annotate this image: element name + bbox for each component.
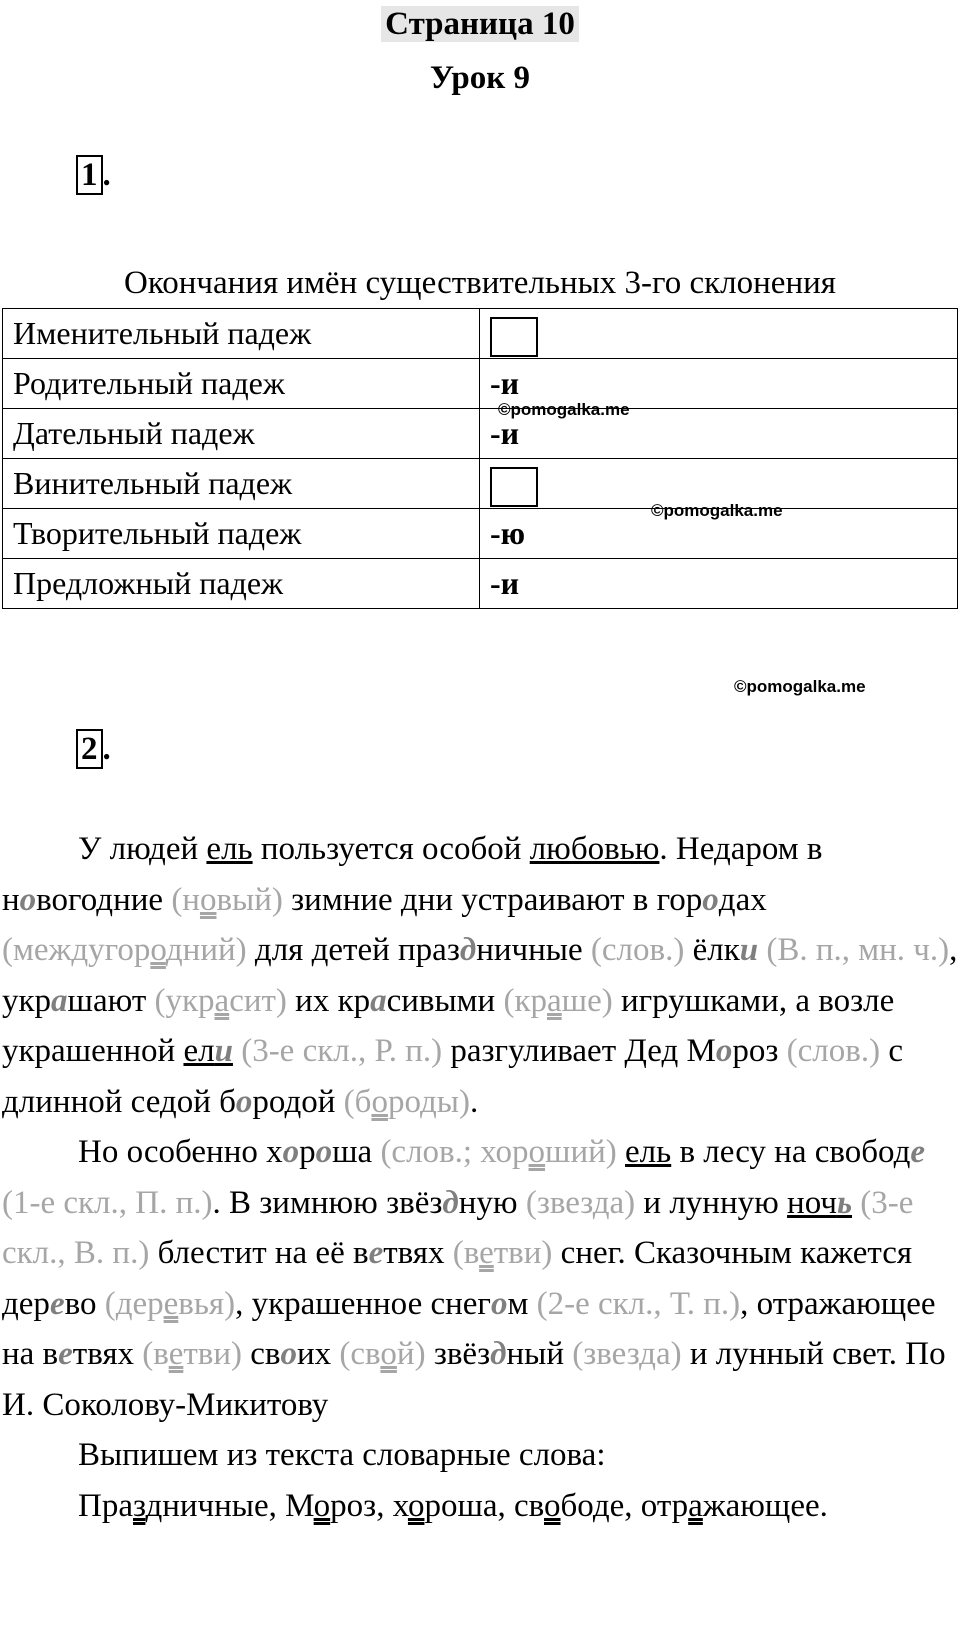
highlighted-letter: д xyxy=(459,932,477,968)
highlighted-letter: е xyxy=(910,1134,926,1170)
highlighted-letter: о xyxy=(702,881,719,918)
highlighted-letter: е xyxy=(58,1336,73,1372)
underlined-word: любовью xyxy=(529,831,660,867)
hint: (слов.) xyxy=(786,1033,881,1069)
hint: (бороды) xyxy=(343,1083,470,1120)
highlighted-letter: и xyxy=(739,932,759,968)
task-1-number: 1 . xyxy=(76,155,111,195)
empty-answer-box xyxy=(490,467,538,507)
hint: (В. п., мн. ч.) xyxy=(758,932,950,968)
highlighted-letter: а xyxy=(370,982,387,1019)
highlighted-letter: о xyxy=(235,1083,253,1120)
hint: (междугородний) xyxy=(2,932,247,968)
case-name: Именительный падеж xyxy=(3,309,480,359)
subject-word: ель xyxy=(625,1134,672,1170)
lesson-title: Урок 9 xyxy=(429,60,531,96)
highlighted-letter: о xyxy=(280,1336,297,1372)
table-row xyxy=(3,509,958,559)
hint: (деревья) xyxy=(104,1285,236,1322)
hint: (новый) xyxy=(171,881,283,918)
hint: (ветви) xyxy=(452,1235,553,1271)
watermark: ©pomogalka.me xyxy=(651,501,783,520)
paragraph-3: Выпишем из текста словарные слова: xyxy=(78,1437,606,1473)
hint: (свой) xyxy=(339,1336,426,1372)
case-ending xyxy=(480,309,958,359)
hint: (звезда) xyxy=(572,1336,682,1372)
table-row xyxy=(3,559,958,609)
table-row xyxy=(3,309,958,359)
table-row xyxy=(3,359,958,409)
case-name: Родительный падеж xyxy=(3,359,480,409)
task-2-number: 2 . xyxy=(76,729,111,769)
case-name: Винительный падеж xyxy=(3,459,480,509)
highlighted-letter: е xyxy=(368,1235,384,1271)
hint: (1-е скл., П. п.) xyxy=(2,1184,213,1221)
case-ending: -и xyxy=(480,409,958,459)
endings-table xyxy=(2,308,958,609)
underlined-word: ночь xyxy=(787,1184,853,1221)
case-name: Предложный падеж xyxy=(3,559,480,609)
underlined-word: ели xyxy=(183,1033,233,1069)
hint: (звезда) xyxy=(525,1184,636,1221)
case-ending: -ю xyxy=(480,509,958,559)
case-name: Творительный падеж xyxy=(3,509,480,559)
table-row xyxy=(3,409,958,459)
dictionary-words: Праздничные, Мороз, хороша, свободе, отражающее. xyxy=(78,1487,828,1524)
hint: (2-е скл., Т. п.) xyxy=(536,1285,741,1322)
highlighted-letter: а xyxy=(51,982,68,1019)
highlighted-letter: о xyxy=(282,1134,300,1170)
hint: (3-е скл., Р. п.) xyxy=(232,1033,443,1069)
highlighted-letter: о xyxy=(315,1134,333,1170)
paragraph-1: У людей ель пользуется особой любовью. Недаром в новогодние (новый) зимние дни устраивают в городах (междугородний) для детей праздничные (слов.) ёлки (В. п., мн. ч.), украшают (украсит) их красивыми (краше) игрушками, а возле украшенной ели (3-е скл., Р. п.) разгуливает Дед Мороз (слов.) с длинной седой бородой (бороды). xyxy=(2,831,958,1120)
watermark: ©pomogalka.me xyxy=(734,677,866,696)
hint: (слов.; хороший) xyxy=(380,1134,617,1170)
task-2-text xyxy=(2,824,958,1531)
watermark: ©pomogalka.me xyxy=(498,400,630,419)
empty-answer-box xyxy=(490,317,538,357)
table-caption: Окончания имён существительных 3-го склонения xyxy=(124,265,836,301)
subject-word: ель xyxy=(206,831,253,867)
hint: (3-е скл., В. п.) xyxy=(2,1184,914,1271)
highlighted-letter: д xyxy=(442,1184,459,1221)
highlighted-letter: о xyxy=(19,881,37,918)
table-row xyxy=(3,459,958,509)
paragraph-2: Но особенно хороша (слов.; хороший) ель в лесу на свободе (1-е скл., П. п.). В зимнюю звёздную (звезда) и лунную ночь (3-е скл., В. п.) блестит на её ветвях (ветви) снег. Сказочным кажется дерево (деревья), украшенное снегом (2-е скл., Т. п.), отражающее на ветвях (ветви) своих (свой) звёздный (звезда) и лунный свет. По И. Соколову-Микитову xyxy=(2,1134,946,1423)
case-ending: -и xyxy=(480,559,958,609)
highlighted-letter: е xyxy=(49,1285,65,1322)
case-ending: -и xyxy=(480,359,958,409)
hint: (украсит) xyxy=(154,982,287,1019)
hint: (краше) xyxy=(503,982,613,1019)
hint: (ветви) xyxy=(142,1336,242,1372)
case-name: Дательный падеж xyxy=(3,409,480,459)
highlighted-letter: о xyxy=(490,1285,508,1322)
hint: (слов.) xyxy=(590,932,685,968)
page-title: Страница 10 xyxy=(0,4,960,44)
highlighted-letter: о xyxy=(715,1033,733,1069)
highlighted-letter: д xyxy=(490,1336,507,1372)
